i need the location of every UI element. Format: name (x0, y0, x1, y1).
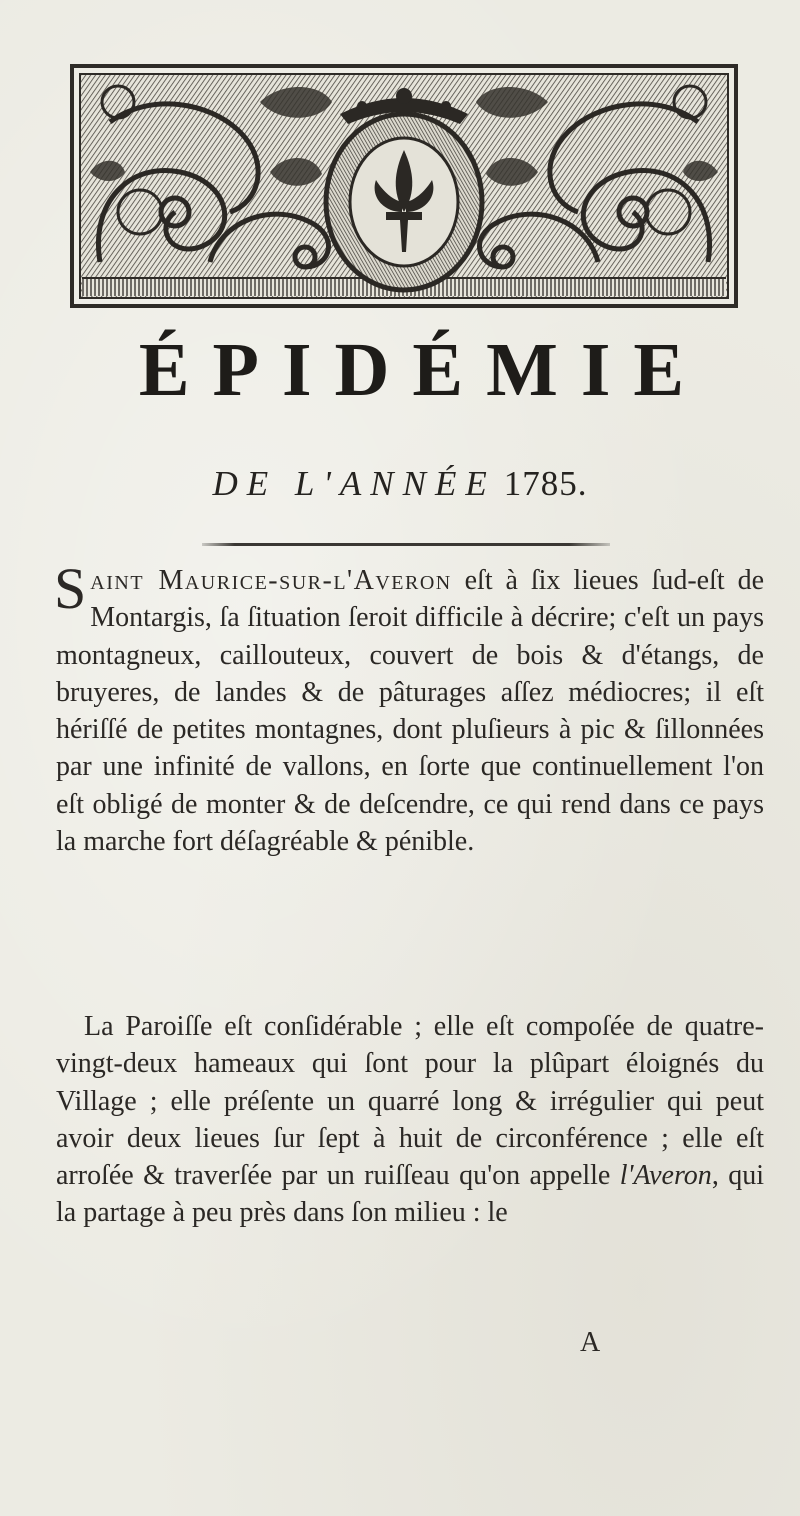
paragraph-1 (54, 556, 764, 860)
river-name: l'Averon (619, 1160, 712, 1192)
page-title: ÉPIDÉMIE (138, 328, 708, 412)
subtitle-year: 1785. (503, 464, 588, 503)
paragraph-1-text: eſt à ſix lieues ſud-eſt de Montargis, ſa ſituation ſeroit difficile à décrire; c'eſt un pays montagneux, caillouteux, couvert de bois & d'étangs, de bruyeres, de landes & de pâturages aſſez médiocres; il eſt hériſſé de petites montagnes, dont pluſieurs à pic & ſillonnées par une infinité de vallons, en ſorte que continuellement l'on eſt obligé de monter & de deſcendre, ce qui rend dans ce pays la marche fort déſagréable & pénible. (56, 565, 764, 858)
paragraph-2-text-b: , qui la partage à peu près dans ſon milieu : le (56, 1160, 764, 1229)
catchword: A (580, 1327, 601, 1358)
paragraph-2 (56, 1008, 764, 1232)
place-name: aint Maurice-sur-l'Averon (90, 565, 452, 596)
subtitle-prefix: DE L'ANNÉE (212, 464, 496, 503)
paragraph-2-text-a: La Paroiſſe eſt conſidérable ; elle eſt compoſée de quatre-vingt-deux hameaux qui ſont pour la plûpart éloignés du Village ; elle préſente un quarré long & irrégulier qui peut avoir deux lieues ſur ſept à huit de circonférence ; elle eſt arroſée & traverſée par un ruiſſeau qu'on appelle (56, 1011, 764, 1192)
divider-rule (202, 543, 610, 546)
ornament-engraving (70, 62, 738, 310)
page-subtitle (0, 466, 800, 501)
drop-cap: S (54, 556, 87, 621)
ornamental-headpiece (70, 62, 738, 310)
